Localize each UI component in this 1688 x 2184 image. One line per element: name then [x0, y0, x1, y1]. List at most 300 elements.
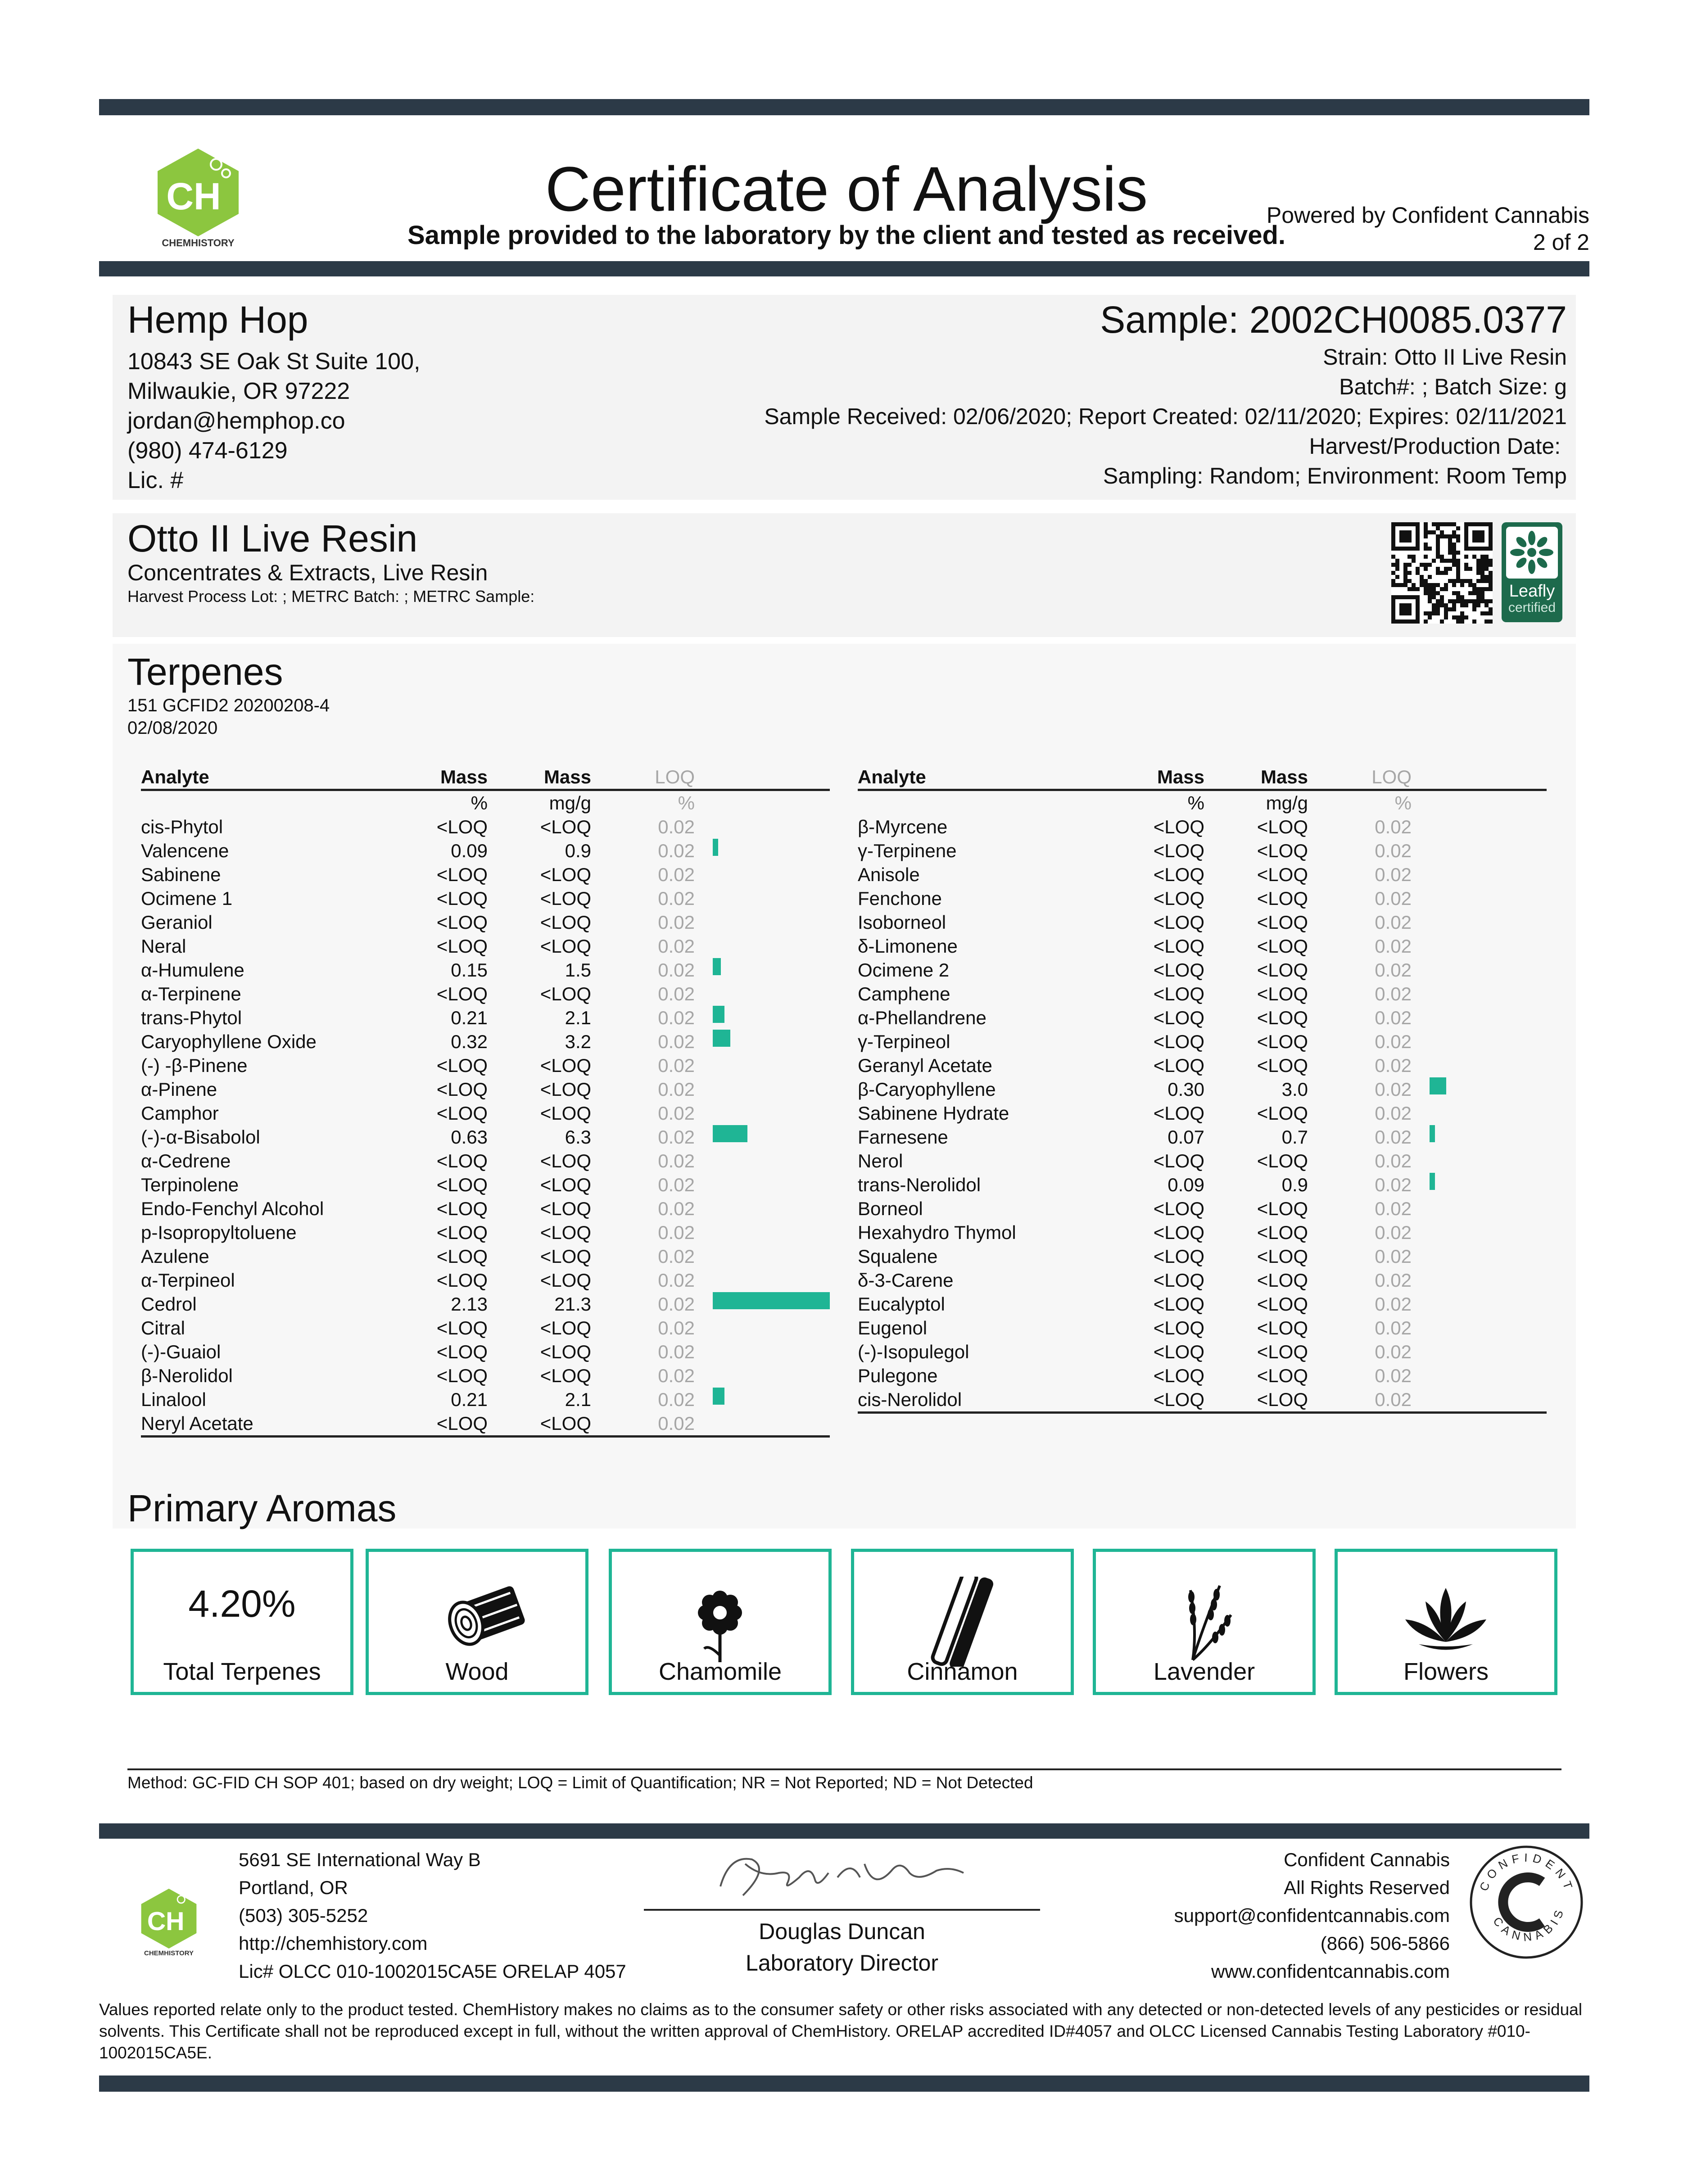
- loq-value: 0.02: [1375, 1246, 1412, 1267]
- mass-pct: <LOQ: [436, 1103, 488, 1124]
- mass-mg: <LOQ: [1257, 1222, 1308, 1243]
- table-row: [141, 1411, 830, 1435]
- analyte-name: Sabinene Hydrate: [858, 1103, 1009, 1124]
- mass-mg: 21.3: [554, 1293, 591, 1315]
- mass-pct: <LOQ: [1153, 888, 1204, 909]
- loq-value: 0.02: [1375, 1365, 1412, 1386]
- qr-code: [1391, 522, 1493, 624]
- aroma-flowers: [1335, 1549, 1557, 1695]
- page-subtitle: Sample provided to the laboratory by the client and tested as received.: [407, 221, 1285, 250]
- loq-value: 0.02: [658, 1198, 695, 1219]
- table-row: [858, 910, 1547, 934]
- mass-pct: <LOQ: [1153, 1270, 1204, 1291]
- mass-pct: <LOQ: [1153, 912, 1204, 933]
- terpenes-title: Terpenes: [127, 651, 283, 693]
- table-units: [858, 791, 1547, 815]
- cinnamon-stick-icon: [854, 1577, 1071, 1667]
- loq-value: 0.02: [658, 1079, 695, 1100]
- sample-harvest: Harvest/Production Date:: [1309, 434, 1567, 459]
- table-row: [141, 1173, 830, 1197]
- client-name: Hemp Hop: [127, 298, 308, 341]
- table-row: [858, 934, 1547, 958]
- page-title: Certificate of Analysis: [545, 154, 1148, 224]
- analyte-name: Neral: [141, 936, 186, 957]
- aroma-label: Flowers: [1403, 1658, 1489, 1685]
- mass-mg: <LOQ: [1257, 864, 1308, 885]
- director-title: Laboratory Director: [746, 1950, 938, 1976]
- terpenes-instrument: 151 GCFID2 20200208-4: [127, 696, 330, 715]
- aroma-lavender: [1093, 1549, 1316, 1695]
- analyte-name: Camphor: [141, 1103, 219, 1124]
- lavender-sprig-icon: [1096, 1577, 1312, 1667]
- method-divider: [127, 1768, 1561, 1770]
- mass-mg: <LOQ: [540, 1150, 591, 1171]
- logo-letters: CH: [147, 1907, 185, 1936]
- mass-pct: 0.15: [451, 959, 488, 981]
- table-row: [858, 1030, 1547, 1054]
- loq-value: 0.02: [658, 1270, 695, 1291]
- loq-value: 0.02: [1375, 1341, 1412, 1362]
- client-address2: Milwaukie, OR 97222: [127, 378, 350, 404]
- mass-mg: <LOQ: [1257, 959, 1308, 981]
- mass-mg: <LOQ: [540, 936, 591, 957]
- terpene-bar: [713, 1292, 830, 1309]
- table-row: [858, 958, 1547, 982]
- mass-mg: 0.7: [1281, 1126, 1308, 1148]
- loq-value: 0.02: [1375, 1174, 1412, 1195]
- analyte-name: γ-Terpineol: [858, 1031, 950, 1052]
- mass-mg: <LOQ: [540, 1246, 591, 1267]
- table-row: [858, 1340, 1547, 1364]
- mass-pct: <LOQ: [1153, 959, 1204, 981]
- mass-mg: 2.1: [565, 1389, 591, 1410]
- table-row: [858, 815, 1547, 839]
- mass-mg: <LOQ: [1257, 840, 1308, 861]
- col-mass-mg: Mass: [1260, 766, 1308, 787]
- analyte-name: Cedrol: [141, 1293, 197, 1315]
- col-loq: LOQ: [1371, 766, 1412, 787]
- aromas-title: Primary Aromas: [127, 1487, 397, 1529]
- mass-mg: <LOQ: [1257, 1055, 1308, 1076]
- mass-pct: <LOQ: [436, 1270, 488, 1291]
- table-row: [858, 1292, 1547, 1316]
- mass-mg: <LOQ: [1257, 1150, 1308, 1171]
- flower-icon: [612, 1577, 828, 1667]
- analyte-name: Camphene: [858, 983, 950, 1004]
- table-row: [858, 886, 1547, 910]
- disclaimer: Values reported relate only to the product tested. ChemHistory makes no claims as to the consumer safety or other risks associated with any detected or non-detected levels of any pesticides or residual solvents. This Certificate shall not be reproduced except in full, without the written approval of ChemHistory. ORELAP accredited ID#4057 and OLCC Licensed Cannabis Testing Laboratory #010-1002015CA5E.: [99, 2000, 1582, 2062]
- analyte-name: Borneol: [858, 1198, 923, 1219]
- mass-mg: <LOQ: [1257, 888, 1308, 909]
- sample-sampling: Sampling: Random; Environment: Room Temp: [1103, 463, 1567, 488]
- director-signature: [702, 1846, 973, 1904]
- lab-website[interactable]: http://chemhistory.com: [239, 1933, 428, 1954]
- mass-pct: 0.07: [1168, 1126, 1204, 1148]
- unit-loq: %: [1394, 792, 1412, 814]
- analyte-name: Geraniol: [141, 912, 213, 933]
- mass-mg: <LOQ: [540, 1365, 591, 1386]
- mass-pct: 0.30: [1168, 1079, 1204, 1100]
- mass-pct: <LOQ: [1153, 864, 1204, 885]
- mass-pct: <LOQ: [1153, 1365, 1204, 1386]
- mass-pct: <LOQ: [1153, 1031, 1204, 1052]
- mass-pct: <LOQ: [436, 1222, 488, 1243]
- table-row: [141, 1364, 830, 1388]
- mass-mg: <LOQ: [1257, 912, 1308, 933]
- mass-pct: <LOQ: [436, 1150, 488, 1171]
- loq-value: 0.02: [1375, 1198, 1412, 1219]
- analyte-name: Caryophyllene Oxide: [141, 1031, 317, 1052]
- mass-mg: <LOQ: [1257, 936, 1308, 957]
- unit-pct: %: [471, 792, 488, 814]
- table-row: [141, 815, 830, 839]
- loq-value: 0.02: [658, 1413, 695, 1434]
- logo-letters: CH: [166, 175, 221, 217]
- analyte-name: Squalene: [858, 1246, 938, 1267]
- loq-value: 0.02: [1375, 1293, 1412, 1315]
- mass-pct: <LOQ: [436, 1341, 488, 1362]
- analyte-name: cis-Phytol: [141, 816, 223, 837]
- terpene-table-right: [858, 765, 1547, 1414]
- mass-pct: 0.63: [451, 1126, 488, 1148]
- logo-text: CHEMHISTORY: [162, 237, 235, 249]
- table-row: [141, 1268, 830, 1292]
- table-row: [141, 1316, 830, 1340]
- analyte-name: Eucalyptol: [858, 1293, 945, 1315]
- table-row: [858, 1221, 1547, 1244]
- mass-pct: <LOQ: [436, 864, 488, 885]
- col-mass-mg: Mass: [543, 766, 591, 787]
- loq-value: 0.02: [658, 888, 695, 909]
- table-row: [141, 1221, 830, 1244]
- analyte-name: α-Humulene: [141, 959, 244, 981]
- mass-mg: <LOQ: [1257, 1293, 1308, 1315]
- mass-pct: <LOQ: [1153, 936, 1204, 957]
- top-bar: [99, 99, 1589, 115]
- terpene-bar: [713, 1030, 730, 1047]
- table-row: [858, 1054, 1547, 1077]
- analyte-name: (-) -β-Pinene: [141, 1055, 248, 1076]
- mass-pct: <LOQ: [1153, 1389, 1204, 1410]
- analyte-name: trans-Nerolidol: [858, 1174, 981, 1195]
- analyte-name: α-Cedrene: [141, 1150, 231, 1171]
- col-loq: LOQ: [655, 766, 695, 787]
- loq-value: 0.02: [658, 1293, 695, 1315]
- aroma-label: Chamomile: [658, 1658, 782, 1685]
- table-row: [141, 982, 830, 1006]
- mass-pct: <LOQ: [436, 1055, 488, 1076]
- table-row: [858, 1388, 1547, 1411]
- analyte-name: Terpinolene: [141, 1174, 239, 1195]
- client-phone: (980) 474-6129: [127, 438, 288, 464]
- mass-mg: 1.5: [565, 959, 591, 981]
- table-row: [141, 1149, 830, 1173]
- total-terpenes-label: Total Terpenes: [163, 1658, 321, 1685]
- terpenes-date: 02/08/2020: [127, 718, 218, 738]
- loq-value: 0.02: [1375, 983, 1412, 1004]
- analyte-name: trans-Phytol: [141, 1007, 242, 1028]
- table-row: [141, 886, 830, 910]
- analyte-name: Linalool: [141, 1389, 206, 1410]
- table-row: [141, 1006, 830, 1030]
- loq-value: 0.02: [1375, 1150, 1412, 1171]
- loq-value: 0.02: [1375, 1389, 1412, 1410]
- mass-mg: <LOQ: [1257, 1317, 1308, 1338]
- analyte-name: β-Nerolidol: [141, 1365, 233, 1386]
- mass-mg: <LOQ: [1257, 1365, 1308, 1386]
- mass-mg: <LOQ: [1257, 1270, 1308, 1291]
- loq-value: 0.02: [658, 1317, 695, 1338]
- mass-mg: <LOQ: [540, 1079, 591, 1100]
- analyte-name: Eugenol: [858, 1317, 928, 1338]
- director-name: Douglas Duncan: [759, 1919, 925, 1944]
- leafly-badge: [1502, 522, 1562, 622]
- terpene-bar: [713, 958, 721, 975]
- analyte-name: Nerol: [858, 1150, 903, 1171]
- terpene-table-left: [141, 765, 830, 1438]
- mass-mg: <LOQ: [1257, 1389, 1308, 1410]
- loq-value: 0.02: [1375, 864, 1412, 885]
- lab-license: Lic# OLCC 010-1002015CA5E ORELAP 4057: [239, 1961, 626, 1982]
- sample-batch: Batch#: ; Batch Size: g: [1339, 374, 1567, 399]
- mass-mg: <LOQ: [540, 1222, 591, 1243]
- aroma-chamomile: [609, 1549, 832, 1695]
- mass-mg: <LOQ: [540, 1341, 591, 1362]
- table-row: [858, 1197, 1547, 1221]
- mass-mg: <LOQ: [540, 1103, 591, 1124]
- table-row: [141, 1101, 830, 1125]
- loq-value: 0.02: [658, 1126, 695, 1148]
- mass-pct: <LOQ: [436, 983, 488, 1004]
- lotus-icon: [1338, 1577, 1554, 1667]
- mass-pct: <LOQ: [436, 888, 488, 909]
- mass-pct: 0.09: [1168, 1174, 1204, 1195]
- loq-value: 0.02: [658, 983, 695, 1004]
- terpene-bar: [1430, 1173, 1435, 1190]
- mass-pct: 0.21: [451, 1007, 488, 1028]
- table-row: [141, 958, 830, 982]
- sample-dates: Sample Received: 02/06/2020; Report Created: 02/11/2020; Expires: 02/11/2021: [764, 404, 1567, 429]
- mass-pct: <LOQ: [1153, 983, 1204, 1004]
- terpene-bar: [713, 839, 718, 856]
- mass-mg: 6.3: [565, 1126, 591, 1148]
- mass-pct: 2.13: [451, 1293, 488, 1315]
- analyte-name: cis-Nerolidol: [858, 1389, 962, 1410]
- analyte-name: α-Pinene: [141, 1079, 217, 1100]
- mass-pct: <LOQ: [436, 816, 488, 837]
- mass-mg: 0.9: [565, 840, 591, 861]
- loq-value: 0.02: [658, 1341, 695, 1362]
- loq-value: 0.02: [1375, 1270, 1412, 1291]
- mass-mg: <LOQ: [1257, 1341, 1308, 1362]
- table-row: [858, 1149, 1547, 1173]
- mass-mg: <LOQ: [540, 1174, 591, 1195]
- analyte-name: Isoborneol: [858, 912, 946, 933]
- analyte-name: Ocimene 2: [858, 959, 950, 981]
- table-row: [858, 1077, 1547, 1101]
- table-units: [141, 791, 830, 815]
- mass-pct: <LOQ: [436, 1174, 488, 1195]
- analyte-name: Anisole: [858, 864, 920, 885]
- mass-mg: <LOQ: [540, 912, 591, 933]
- mass-pct: 0.32: [451, 1031, 488, 1052]
- col-analyte: Analyte: [858, 766, 926, 787]
- table-row: [141, 1077, 830, 1101]
- table-row: [141, 910, 830, 934]
- table-header: [141, 765, 830, 791]
- loq-value: 0.02: [1375, 936, 1412, 957]
- loq-value: 0.02: [658, 1222, 695, 1243]
- client-email: jordan@hemphop.co: [127, 408, 345, 434]
- mass-mg: <LOQ: [1257, 1031, 1308, 1052]
- loq-value: 0.02: [1375, 912, 1412, 933]
- mass-mg: <LOQ: [540, 864, 591, 885]
- table-row: [858, 1364, 1547, 1388]
- terpene-bar: [713, 1388, 724, 1405]
- svg-text:CONFIDENT: CONFIDENT: [1476, 1850, 1577, 1895]
- analyte-name: Fenchone: [858, 888, 942, 909]
- loq-value: 0.02: [1375, 959, 1412, 981]
- table-row: [858, 1244, 1547, 1268]
- table-row: [858, 1006, 1547, 1030]
- analyte-name: δ-Limonene: [858, 936, 958, 957]
- lab-phone: (503) 305-5252: [239, 1905, 368, 1926]
- analyte-name: Geranyl Acetate: [858, 1055, 992, 1076]
- analyte-name: δ-3-Carene: [858, 1270, 954, 1291]
- mass-pct: <LOQ: [1153, 1198, 1204, 1219]
- analyte-name: α-Phellandrene: [858, 1007, 987, 1028]
- table-bottom-rule: [858, 1411, 1547, 1414]
- unit-mg: mg/g: [1266, 792, 1308, 814]
- mass-pct: <LOQ: [1153, 1103, 1204, 1124]
- loq-value: 0.02: [658, 959, 695, 981]
- loq-value: 0.02: [658, 1246, 695, 1267]
- mass-mg: <LOQ: [540, 1317, 591, 1338]
- loq-value: 0.02: [1375, 1222, 1412, 1243]
- log-icon: [369, 1577, 585, 1667]
- logo-text: CHEMHISTORY: [144, 1949, 194, 1957]
- loq-value: 0.02: [1375, 816, 1412, 837]
- header-divider: [99, 261, 1589, 276]
- mass-mg: <LOQ: [1257, 1198, 1308, 1219]
- table-row: [858, 839, 1547, 863]
- mass-pct: 0.09: [451, 840, 488, 861]
- footer-divider: [99, 1823, 1589, 1839]
- cc-email[interactable]: support@confidentcannabis.com: [1174, 1905, 1450, 1926]
- loq-value: 0.02: [1375, 888, 1412, 909]
- table-row: [858, 1101, 1547, 1125]
- mass-pct: <LOQ: [436, 1365, 488, 1386]
- client-license: Lic. #: [127, 467, 184, 493]
- mass-mg: <LOQ: [1257, 816, 1308, 837]
- mass-pct: <LOQ: [1153, 816, 1204, 837]
- signature-line: [644, 1909, 1040, 1911]
- loq-value: 0.02: [658, 912, 695, 933]
- aroma-wood: [366, 1549, 588, 1695]
- mass-mg: <LOQ: [540, 816, 591, 837]
- mass-mg: <LOQ: [540, 1198, 591, 1219]
- table-header: [858, 765, 1547, 791]
- analyte-name: β-Caryophyllene: [858, 1079, 996, 1100]
- product-category: Concentrates & Extracts, Live Resin: [127, 560, 488, 585]
- svg-text:CANNABIS: CANNABIS: [1490, 1904, 1567, 1944]
- cc-website[interactable]: www.confidentcannabis.com: [1211, 1961, 1450, 1982]
- loq-value: 0.02: [1375, 1055, 1412, 1076]
- analyte-name: γ-Terpinene: [858, 840, 957, 861]
- mass-mg: 3.0: [1281, 1079, 1308, 1100]
- loq-value: 0.02: [1375, 1317, 1412, 1338]
- aroma-label: Cinnamon: [907, 1658, 1018, 1685]
- loq-value: 0.02: [658, 1103, 695, 1124]
- table-row: [141, 1244, 830, 1268]
- loq-value: 0.02: [658, 936, 695, 957]
- table-row: [141, 863, 830, 886]
- terpene-bar: [1430, 1125, 1435, 1142]
- mass-pct: <LOQ: [436, 1198, 488, 1219]
- mass-pct: <LOQ: [1153, 1317, 1204, 1338]
- mass-mg: <LOQ: [1257, 1246, 1308, 1267]
- analyte-name: p-Isopropyltoluene: [141, 1222, 297, 1243]
- product-lot: Harvest Process Lot: ; METRC Batch: ; METRC Sample:: [127, 587, 535, 606]
- total-terpenes-value: 4.20%: [188, 1583, 296, 1625]
- table-row: [141, 1388, 830, 1411]
- analyte-name: Azulene: [141, 1246, 209, 1267]
- mass-pct: <LOQ: [1153, 1055, 1204, 1076]
- loq-value: 0.02: [658, 1031, 695, 1052]
- mass-pct: <LOQ: [436, 1079, 488, 1100]
- loq-value: 0.02: [658, 1150, 695, 1171]
- table-row: [858, 1268, 1547, 1292]
- page-number: 2 of 2: [1533, 230, 1589, 255]
- loq-value: 0.02: [658, 1365, 695, 1386]
- table-row: [141, 1054, 830, 1077]
- aroma-total-terpenes: [131, 1549, 353, 1695]
- client-address1: 10843 SE Oak St Suite 100,: [127, 348, 421, 375]
- table-row: [858, 863, 1547, 886]
- mass-pct: <LOQ: [436, 1317, 488, 1338]
- sample-strain: Strain: Otto II Live Resin: [1323, 344, 1567, 370]
- terpene-bar: [713, 1125, 747, 1142]
- analyte-name: Pulegone: [858, 1365, 938, 1386]
- analyte-name: α-Terpinene: [141, 983, 241, 1004]
- analyte-name: (-)-α-Bisabolol: [141, 1126, 260, 1148]
- cc-name: Confident Cannabis: [1284, 1849, 1450, 1870]
- loq-value: 0.02: [1375, 1031, 1412, 1052]
- mass-pct: <LOQ: [1153, 1246, 1204, 1267]
- powered-by: Powered by Confident Cannabis: [1266, 203, 1589, 228]
- mass-pct: <LOQ: [1153, 1222, 1204, 1243]
- loq-value: 0.02: [1375, 1103, 1412, 1124]
- analyte-name: Endo-Fenchyl Alcohol: [141, 1198, 324, 1219]
- terpene-bar: [713, 1006, 724, 1023]
- table-row: [141, 1292, 830, 1316]
- table-row: [858, 1125, 1547, 1149]
- leafly-label: Leafly: [1509, 582, 1555, 601]
- table-row: [141, 1125, 830, 1149]
- col-mass-pct: Mass: [1157, 766, 1204, 787]
- table-row: [141, 1197, 830, 1221]
- table-row: [858, 1316, 1547, 1340]
- table-row: [141, 934, 830, 958]
- mass-mg: <LOQ: [1257, 983, 1308, 1004]
- mass-mg: <LOQ: [540, 983, 591, 1004]
- loq-value: 0.02: [1375, 1079, 1412, 1100]
- mass-pct: 0.21: [451, 1389, 488, 1410]
- col-mass-pct: Mass: [440, 766, 488, 787]
- mass-mg: 0.9: [1281, 1174, 1308, 1195]
- mass-pct: <LOQ: [1153, 1341, 1204, 1362]
- loq-value: 0.02: [658, 1007, 695, 1028]
